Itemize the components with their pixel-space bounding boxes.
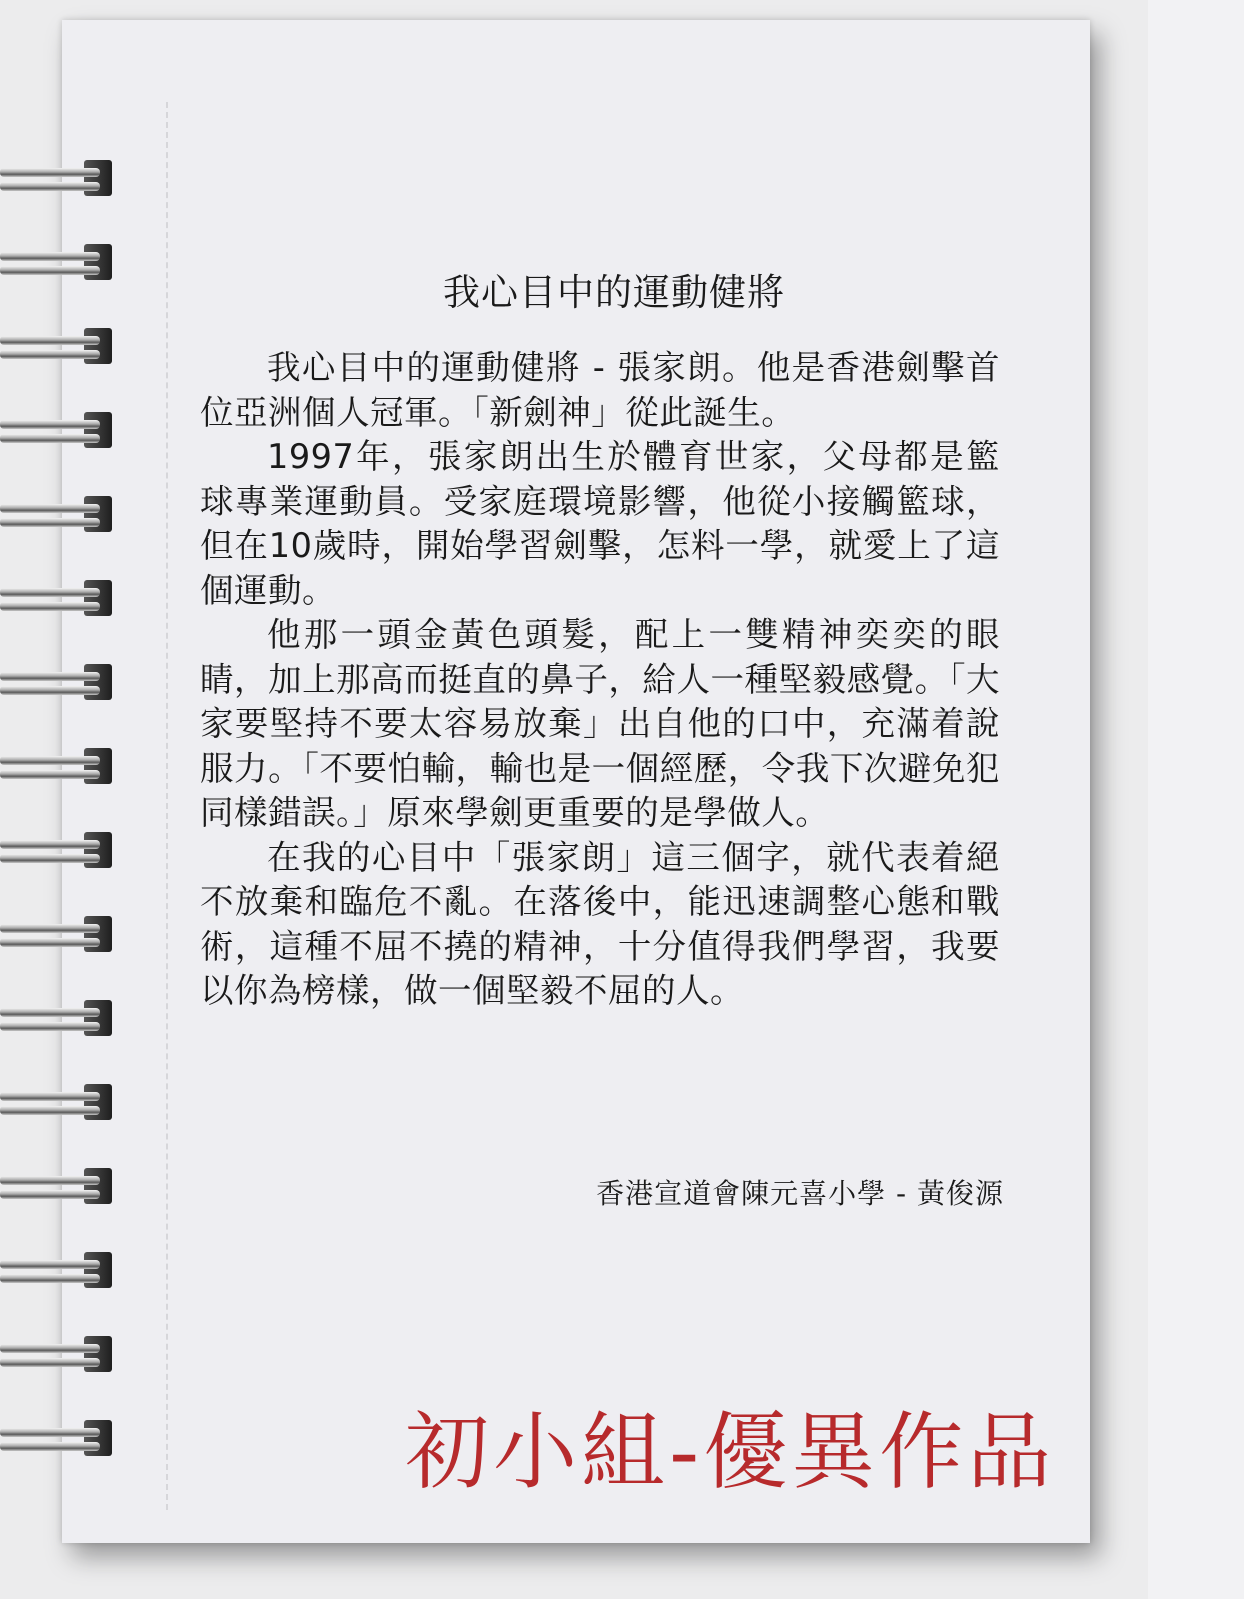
binding-wire bbox=[0, 252, 100, 261]
binding-wire bbox=[0, 1092, 100, 1101]
binding-wire bbox=[0, 182, 100, 191]
binding-wire bbox=[0, 518, 100, 527]
binding-wire bbox=[0, 840, 100, 849]
spiral-binding-icon bbox=[0, 0, 130, 1599]
essay-paragraph: 1997年，張家朗出生於體育世家，父母都是籃球專業運動員。受家庭環境影響，他從小接觸籃球，但在10歲時，開始學習劍擊，怎料一學，就愛上了這個運動。 bbox=[200, 437, 1000, 610]
background-right-panel bbox=[1148, 0, 1244, 1599]
binding-wire bbox=[0, 602, 100, 611]
binding-wire bbox=[0, 168, 100, 177]
binding-wire bbox=[0, 420, 100, 429]
binding-wire bbox=[0, 1106, 100, 1115]
award-label: 初小組-優異作品 bbox=[405, 1403, 1056, 1501]
binding-wire bbox=[0, 686, 100, 695]
essay-paragraph: 在我的心目中「張家朗」這三個字，就代表着絕不放棄和臨危不亂。在落後中，能迅速調整心態和戰術，這種不屈不撓的精神，十分值得我們學習，我要以你為榜樣，做一個堅毅不屈的人。 bbox=[200, 837, 1000, 1010]
binding-wire bbox=[0, 1358, 100, 1367]
binding-wire bbox=[0, 336, 100, 345]
essay-body bbox=[200, 346, 1000, 1014]
binding-wire bbox=[0, 770, 100, 779]
binding-wire bbox=[0, 350, 100, 359]
binding-wire bbox=[0, 938, 100, 947]
binding-wire bbox=[0, 266, 100, 275]
binding-wire bbox=[0, 1442, 100, 1451]
binding-wire bbox=[0, 1274, 100, 1283]
binding-wire bbox=[0, 756, 100, 765]
binding-wire bbox=[0, 1428, 100, 1437]
binding-wire bbox=[0, 434, 100, 443]
binding-wire bbox=[0, 504, 100, 513]
essay-paragraph: 我心目中的運動健將 - 張家朗。他是香港劍擊首位亞洲個人冠軍。「新劍神」從此誕生。 bbox=[200, 348, 1000, 432]
essay-paragraph: 他那一頭金黃色頭髮，配上一雙精神奕奕的眼睛，加上那高而挺直的鼻子，給人一種堅毅感覺。「大家要堅持不要太容易放棄」出自他的口中，充滿着說服力。「不要怕輸，輸也是一個經歷，令我下次避免犯同樣錯誤。」原來學劍更重要的是學做人。 bbox=[200, 615, 1000, 832]
binding-wire bbox=[0, 588, 100, 597]
binding-wire bbox=[0, 1176, 100, 1185]
binding-wire bbox=[0, 1190, 100, 1199]
author-signature: 香港宣道會陳元喜小學 - 黃俊源 bbox=[596, 1177, 1004, 1210]
binding-wire bbox=[0, 854, 100, 863]
binding-wire bbox=[0, 1260, 100, 1269]
binding-wire bbox=[0, 1008, 100, 1017]
binding-wire bbox=[0, 924, 100, 933]
essay-title: 我心目中的運動健將 bbox=[443, 271, 785, 314]
binding-wire bbox=[0, 672, 100, 681]
binding-wire bbox=[0, 1022, 100, 1031]
binding-wire bbox=[0, 1344, 100, 1353]
